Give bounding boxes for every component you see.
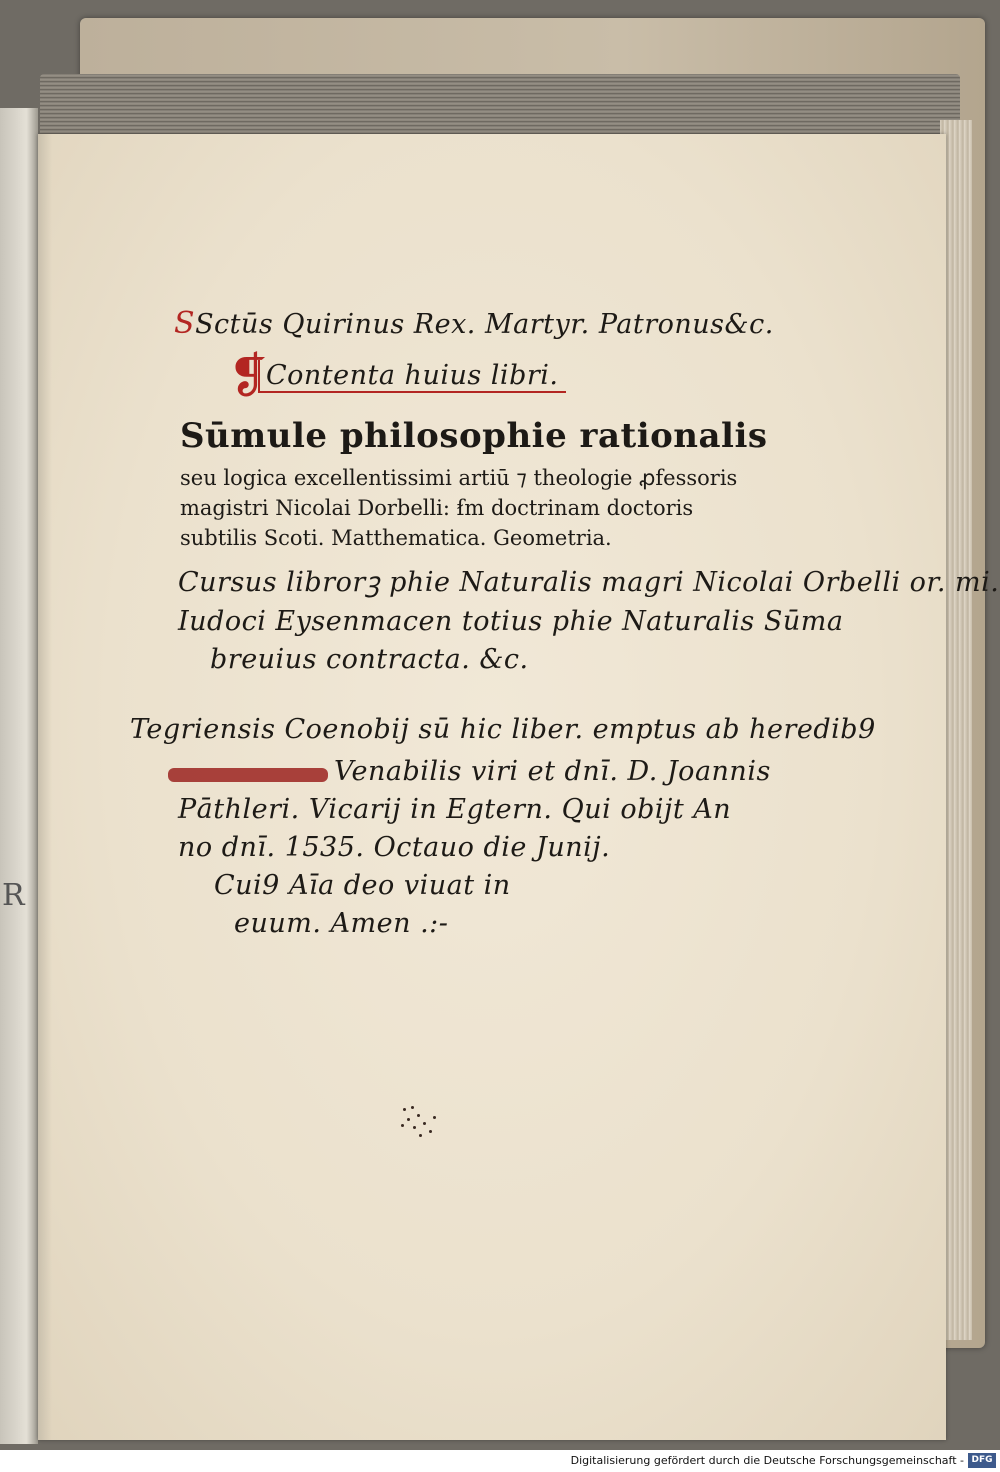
print-line-2: magistri Nicolai Dorbelli: ẜm doctrinam doctoris [180, 496, 694, 520]
print-line-3: subtilis Scoti. Matthematica. Geometria. [180, 526, 612, 550]
ownership-line-6: euum. Amen .:- [234, 908, 449, 939]
ownership-line-4: no dnī. 1535. Octauo die Junij. [178, 832, 611, 863]
pilcrow-mark: ❡ [228, 348, 269, 404]
funding-notice: Digitalisierung gefördert durch die Deutsche Forschungsgemeinschaft - [570, 1454, 964, 1467]
book-title: Sūmule philosophie rationalis [180, 416, 768, 456]
title-page [38, 134, 1000, 1440]
inscription-patron: SSctūs Quirinus Rex. Martyr. Patronus&c. [174, 306, 774, 341]
gutter-shadow [38, 134, 52, 1440]
left-page-edge [0, 108, 38, 1444]
ownership-line-5: Cui9 Aīa deo viuat in [214, 870, 511, 901]
ownership-line-1: Tegriensis Coenobij sū hic liber. emptus ab heredib9 [130, 714, 876, 745]
dfg-logo: DFG [968, 1453, 996, 1468]
manuscript-line-1: Cursus librorꝫ phie Naturalis magri Nicolai Orbelli or. mi. [178, 567, 1000, 598]
ink-specks [393, 1104, 453, 1144]
footer-bar [0, 1450, 1000, 1472]
side-mark: R [2, 878, 25, 913]
inscription-patron-text: Sctūs Quirinus Rex. Martyr. Patronus&c. [195, 309, 774, 340]
ownership-line-2: Venabilis viri et dnī. D. Joannis [334, 756, 771, 787]
contents-heading [258, 360, 566, 391]
manuscript-line-3: breuius contracta. &c. [210, 644, 529, 675]
manuscript-line-2: Iudoci Eysenmacen totius phie Naturalis Sūma [178, 606, 844, 637]
print-line-1: seu logica excellentissimi artiū ⁊ theologie ꝓfessoris [180, 466, 738, 490]
contents-heading-text: Contenta huius libri. [258, 360, 566, 393]
ownership-line-3: Pāthleri. Vicarij in Egtern. Qui obijt An [178, 794, 732, 825]
struck-out-text [168, 768, 328, 782]
